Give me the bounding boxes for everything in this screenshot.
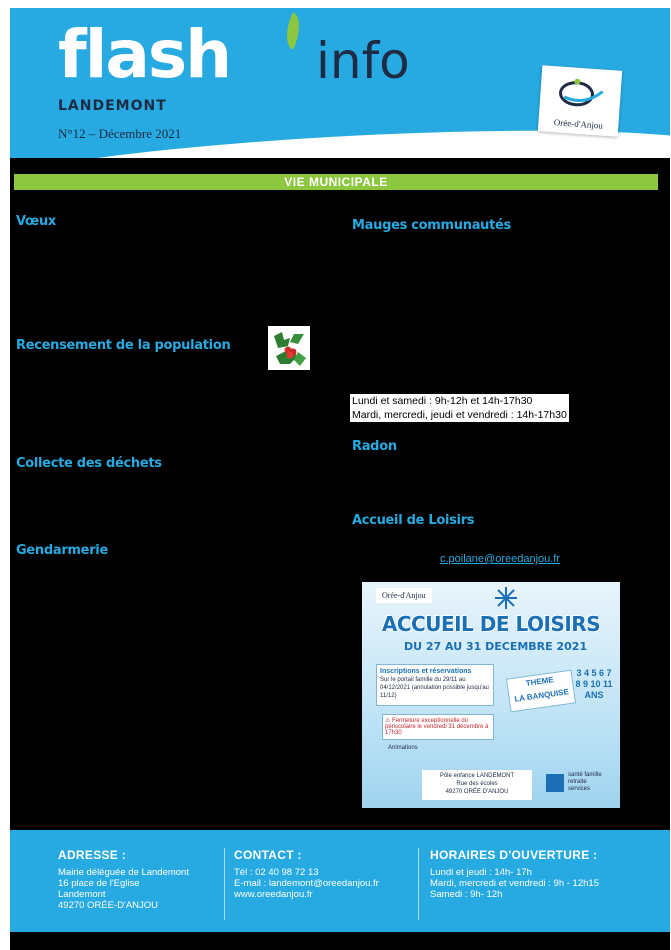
leaf-icon xyxy=(279,12,308,50)
footer-hours-heading: HORAIRES D'OUVERTURE : xyxy=(430,848,598,862)
footer-hours-line: Mardi, mercredi et vendredi : 9h - 12h15 xyxy=(430,878,599,889)
opening-hours-box xyxy=(350,394,569,422)
footer-contact-heading: CONTACT : xyxy=(234,848,302,862)
poster-partner-text: santé famille retraite services xyxy=(568,772,602,792)
issue-number: N°12 – Décembre 2021 xyxy=(58,126,182,141)
oree-danjou-logo xyxy=(538,65,622,136)
footer-phone: Tél : 02 40 98 72 13 xyxy=(234,867,319,878)
footer-divider xyxy=(224,848,225,920)
poster-dates: DU 27 AU 31 DECEMBRE 2021 xyxy=(404,640,588,653)
accueil-loisirs-poster xyxy=(362,582,620,808)
heading-collecte: Collecte des déchets xyxy=(16,456,162,471)
footer-hours-line: Lundi et jeudi : 14h- 17h xyxy=(430,867,532,878)
poster-address-line-1: Pôle enfance LANDEMONT xyxy=(439,773,515,779)
warning-icon: ⚠ xyxy=(385,718,393,724)
poster-registration-panel xyxy=(376,664,494,706)
heading-mauges: Mauges communautés xyxy=(352,218,511,233)
footer-address-line: Landemont xyxy=(58,889,106,900)
footer-address xyxy=(58,850,189,911)
hours-line-2: Mardi, mercredi, jeudi et vendredi : 14h-17h30 xyxy=(352,409,567,421)
poster-animations: Animations xyxy=(388,745,418,751)
footer-website[interactable]: www.oreedanjou.fr xyxy=(234,889,313,900)
poster-address-line-3: 49270 ORÉE D'ANJOU xyxy=(445,789,509,795)
poster-address xyxy=(422,770,532,800)
newsletter-header xyxy=(10,8,670,158)
poster-logo: Orée-d'Anjou xyxy=(376,588,432,603)
footer-address-line: Mairie déléguée de Landemont xyxy=(58,867,189,878)
page-footer xyxy=(10,830,670,932)
poster-warning-text: Fermeture exceptionnelle du périscolaire le vendredi 31 décembre à 17h30 xyxy=(385,718,489,736)
poster-title: ACCUEIL DE LOISIRS xyxy=(381,612,601,636)
footer-address-line: 49270 ORÉE-D'ANJOU xyxy=(58,900,159,911)
footer-address-heading: ADRESSE : xyxy=(58,848,127,862)
holly-icon xyxy=(268,326,310,370)
hours-line-1: Lundi et samedi : 9h-12h et 14h-17h30 xyxy=(352,395,533,407)
snowflake-icon xyxy=(494,586,518,610)
poster-panel-title: Inscriptions et réservations xyxy=(380,668,472,675)
poster-ages: 3 4 5 6 7 8 9 10 11 ANS xyxy=(575,668,613,700)
poster-theme-label: THEME xyxy=(525,675,555,688)
footer-divider xyxy=(418,848,419,920)
brand-flash-text: flash xyxy=(58,16,231,93)
poster-theme-name: LA BANQUISE xyxy=(513,687,570,704)
brand-info-text: info xyxy=(316,32,410,90)
contact-email-link[interactable]: c.poilane@oreedanjou.fr xyxy=(440,553,561,565)
heading-radon: Radon xyxy=(352,439,397,454)
town-name: LANDEMONT xyxy=(58,98,167,114)
footer-address-line: 16 place de l'Eglise xyxy=(58,878,140,889)
partner-logo-icon xyxy=(546,774,564,792)
footer-hours xyxy=(430,850,599,900)
main-content xyxy=(10,158,670,830)
heading-accueil: Accueil de Loisirs xyxy=(352,513,475,528)
footer-hours-line: Samedi : 9h- 12h xyxy=(430,889,503,900)
heading-recensement: Recensement de la population xyxy=(16,338,231,353)
poster-panel-text: Sur le portail famille du 29/11 au 04/12/2021 (annulation possible jusqu'au 11/12) xyxy=(380,677,489,699)
poster-partner-logo xyxy=(546,772,610,800)
logo-swirl-icon xyxy=(553,74,605,113)
poster-theme-box xyxy=(506,670,576,713)
logo-text: Orée-d'Anjou xyxy=(553,117,604,131)
heading-gendarmerie: Gendarmerie xyxy=(16,543,108,558)
poster-warning xyxy=(382,714,494,740)
poster-address-line-2: Rue des écoles xyxy=(456,781,498,787)
section-title: VIE MUNICIPALE xyxy=(14,174,658,190)
heading-voeux: Vœux xyxy=(16,214,57,229)
bottom-strip xyxy=(10,932,670,950)
footer-email[interactable]: E-mail : landemont@oreedanjou.fr xyxy=(234,878,379,889)
footer-contact xyxy=(234,850,379,900)
